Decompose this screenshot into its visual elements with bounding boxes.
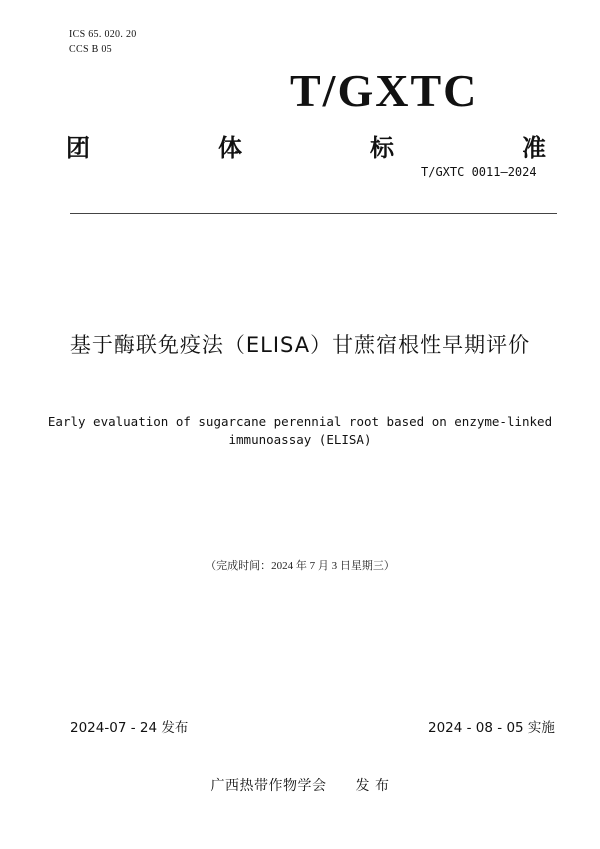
implement-date: 2024 - 08 - 05 实施 <box>428 720 555 736</box>
publisher: 广西热带作物学会 发 布 <box>210 778 390 794</box>
standard-type-char-4: 准 <box>522 134 546 162</box>
standard-type-char-2: 体 <box>218 134 242 162</box>
standard-type-char-1: 团 <box>66 134 90 162</box>
header-divider <box>70 213 557 214</box>
title-chinese: 基于酶联免疫法（ELISA）甘蔗宿根性早期评价 <box>69 333 531 357</box>
standard-type <box>66 128 546 163</box>
completion-note: （完成时间：2024 年 7 月 3 日星期三） <box>205 560 395 572</box>
ccs-code: CCS B 05 <box>69 44 112 55</box>
standard-logo: T/GXTC <box>290 65 479 116</box>
publish-date: 2024-07 - 24 发布 <box>70 720 189 736</box>
title-english: Early evaluation of sugarcane perennial root based on enzyme-linked immunoassay (ELISA) <box>47 414 553 447</box>
standard-type-char-3: 标 <box>370 134 394 162</box>
ics-code: ICS 65. 020. 20 <box>69 29 137 40</box>
standard-code: T/GXTC 0011—2024 <box>421 165 537 179</box>
